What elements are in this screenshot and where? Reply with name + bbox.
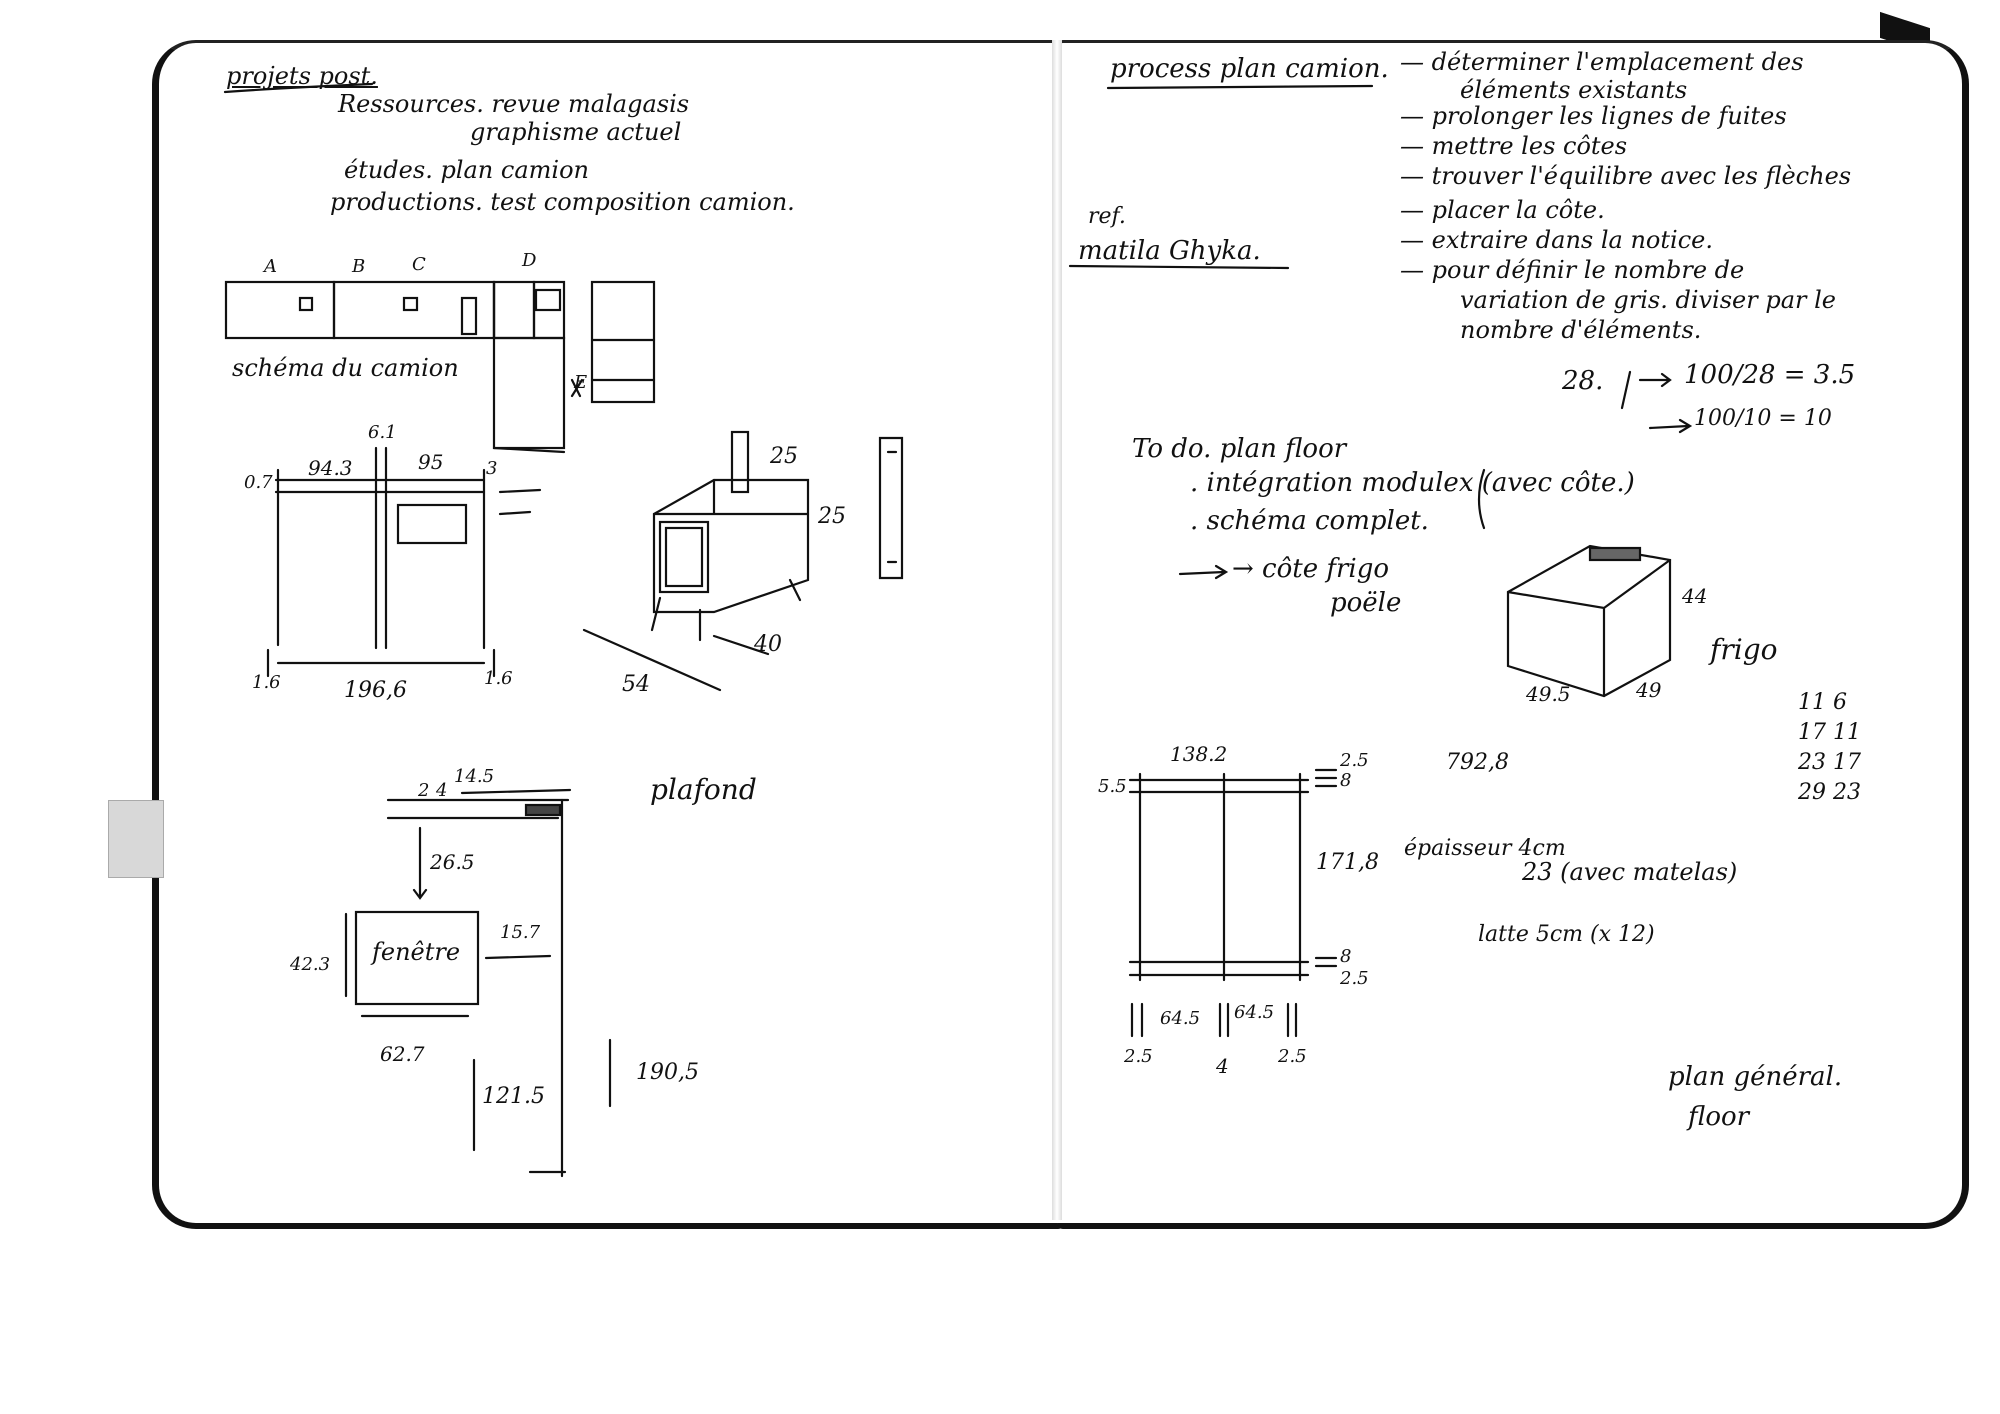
dim-1-6-left: 1.6: [252, 672, 281, 693]
dim-42-3: 42.3: [290, 954, 331, 975]
process-step-7b: variation de gris. diviser par le: [1460, 286, 1837, 314]
notes-line-2: graphisme actuel: [470, 118, 682, 146]
truck-label-b: B: [352, 256, 366, 277]
bed-plan-sketch: [1130, 770, 1336, 1036]
dim-3: 3: [486, 458, 498, 479]
truck-label-d: D: [522, 250, 537, 271]
plan-dim-64-5-right: 64.5: [1234, 1002, 1275, 1023]
todo-item-1: . intégration modulex (avec côte.): [1190, 468, 1635, 498]
dim-26-5: 26.5: [430, 850, 475, 874]
dim-stove-25-side: 25: [818, 504, 846, 529]
process-step-6: — extraire dans la notice.: [1400, 226, 1713, 254]
plafond-label: plafond: [650, 773, 757, 806]
plan-dim-138-2: 138.2: [1170, 742, 1228, 766]
plan-dim-2-5-top: 2.5: [1340, 750, 1369, 771]
number-row-1: 11 6: [1798, 690, 1847, 715]
dim-2: 2: [418, 780, 430, 801]
number-row-4: 29 23: [1798, 780, 1861, 805]
calc-result-2: 100/10 = 10: [1694, 406, 1832, 431]
plan-dim-8-bottom: 8: [1340, 946, 1352, 967]
notes-line-3: études. plan camion: [344, 156, 589, 184]
todo-item-3: → côte frigo: [1232, 554, 1390, 584]
dim-62-7: 62.7: [380, 1042, 425, 1066]
plan-dim-2-5-bottom: 2.5: [1340, 968, 1369, 989]
calc-28: 28.: [1562, 366, 1604, 396]
plan-dim-171-8: 171,8: [1316, 850, 1379, 875]
wall-elevation-sketch: [268, 448, 540, 676]
dim-121-5: 121.5: [482, 1084, 545, 1109]
plan-general-label: plan général.: [1668, 1062, 1843, 1092]
plan-dim-5-5: 5.5: [1098, 776, 1127, 797]
frigo-dim-49-5: 49.5: [1526, 682, 1571, 706]
process-step-1: — déterminer l'emplacement des: [1400, 48, 1804, 76]
dim-95: 95: [418, 450, 444, 474]
frigo-dim-44: 44: [1682, 584, 1708, 608]
frigo-dim-49: 49: [1636, 678, 1662, 702]
dim-190-5: 190,5: [636, 1060, 699, 1085]
truck-caption: schéma du camion: [232, 354, 459, 382]
process-step-2: — prolonger les lignes de fuites: [1400, 102, 1787, 130]
calc-result-1: 100/28 = 3.5: [1684, 360, 1856, 390]
number-row-2: 17 11: [1798, 720, 1861, 745]
dim-stove-25-top: 25: [770, 444, 798, 469]
notes-line-1: Ressources. revue malagasis: [338, 90, 690, 118]
plan-dim-8-top: 8: [1340, 770, 1352, 791]
dim-1-6-right: 1.6: [484, 668, 513, 689]
truck-label-c: C: [412, 254, 426, 275]
dim-15-7: 15.7: [500, 922, 541, 943]
dim-0-7: 0.7: [244, 472, 273, 493]
calc-arrow-1: [1622, 372, 1670, 408]
frigo-label: frigo: [1710, 633, 1778, 666]
todo-item-4: poële: [1330, 588, 1402, 618]
process-step-7: — pour définir le nombre de: [1400, 256, 1745, 284]
plan-dim-2-5-b: 2.5: [1278, 1046, 1307, 1067]
dim-4: 4: [436, 780, 448, 801]
number-row-3: 23 17: [1798, 750, 1861, 775]
process-step-4: — trouver l'équilibre avec les flèches: [1400, 162, 1852, 190]
dim-94-3: 94.3: [308, 456, 353, 480]
dim-14-5: 14.5: [454, 766, 495, 787]
plan-dim-4: 4: [1216, 1054, 1229, 1078]
process-step-5: — placer la côte.: [1400, 196, 1605, 224]
left-heading: projets post.: [226, 62, 378, 90]
todo-item-2: . schéma complet.: [1190, 506, 1429, 536]
notes-line-4: productions. test composition camion.: [330, 188, 795, 216]
window-ceiling-sketch: [346, 790, 610, 1176]
ref-underline: [1070, 266, 1288, 268]
stove-sketch: [584, 432, 902, 690]
process-step-7c: nombre d'éléments.: [1460, 316, 1702, 344]
dim-6-1: 6.1: [368, 422, 397, 443]
truck-label-e: E: [574, 372, 588, 393]
floor-label: floor: [1688, 1102, 1750, 1132]
latte-note: latte 5cm (x 12): [1478, 922, 1655, 947]
dim-792-8: 792,8: [1446, 750, 1509, 775]
process-heading-underline: [1108, 86, 1372, 88]
window-label: fenêtre: [372, 938, 461, 966]
todo-arrow: [1180, 566, 1226, 578]
plan-dim-2-5-a: 2.5: [1124, 1046, 1153, 1067]
frigo-box-sketch: [1508, 546, 1670, 696]
ref-label: ref.: [1088, 204, 1126, 229]
dim-stove-54: 54: [622, 672, 650, 697]
todo-title: To do. plan floor: [1132, 434, 1347, 464]
ref-name: matila Ghyka.: [1078, 236, 1261, 266]
process-heading: process plan camion.: [1110, 54, 1389, 84]
truck-label-a: A: [264, 256, 277, 277]
process-step-1b: éléments existants: [1460, 76, 1688, 104]
plan-dim-64-5-left: 64.5: [1160, 1008, 1201, 1029]
dim-196-6: 196,6: [344, 678, 407, 703]
process-step-3: — mettre les côtes: [1400, 132, 1628, 160]
dim-stove-40: 40: [754, 632, 782, 657]
matelas-note: 23 (avec matelas): [1522, 858, 1738, 886]
calc-arrow-2: [1650, 420, 1690, 432]
epaisseur-note: épaisseur 4cm: [1404, 836, 1566, 861]
